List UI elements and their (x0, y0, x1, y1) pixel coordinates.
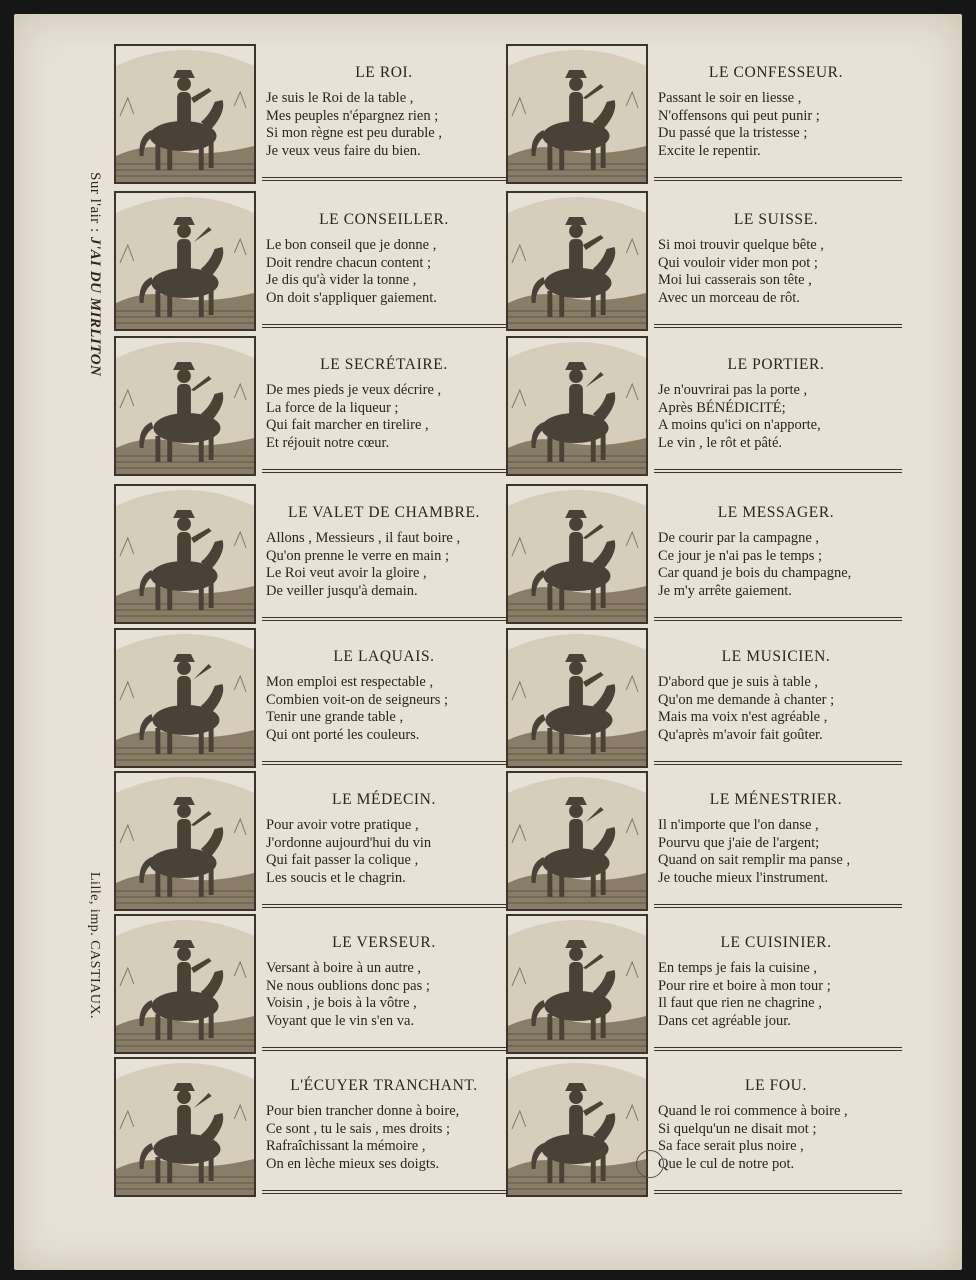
verse-title: LE CUISINIER. (720, 934, 832, 951)
woodcut-illustration (506, 628, 648, 768)
verse-line: Les soucis et le chagrin. (266, 869, 406, 886)
verse-line: Mon emploi est respectable , (266, 674, 434, 690)
verse-text (654, 332, 898, 472)
divider-rule (654, 324, 902, 328)
verse-line: Qu'on prenne le verre en main ; (266, 547, 449, 564)
verse-title: LE VERSEUR. (332, 934, 436, 951)
verse-line: Allons , Messieurs , il faut boire , (266, 530, 461, 546)
verse-line: Je m'y arrête gaiement. (658, 582, 792, 599)
verse-cell (112, 624, 504, 769)
verse-title: LE FOU. (745, 1077, 807, 1094)
verse-text (654, 187, 898, 327)
verse-line: Si mon règne est peu durable , (266, 125, 442, 141)
verse-cell (504, 624, 896, 769)
verse-cell (112, 40, 504, 185)
verse-text (654, 767, 898, 907)
woodcut-illustration (114, 191, 256, 331)
verse-title: LE PORTIER. (727, 356, 825, 373)
tune-prefix: Sur l'air : (87, 172, 103, 233)
divider-rule (262, 1047, 510, 1051)
verse-line: Et réjouit notre cœur. (266, 434, 390, 451)
verse-cell (504, 910, 896, 1055)
verse-line: N'offensons qui peut punir ; (658, 107, 820, 124)
divider-rule (262, 617, 510, 621)
verse-line: Sa face serait plus noire , (658, 1138, 804, 1154)
verse-title: LE SECRÉTAIRE. (320, 356, 448, 373)
verse-line: Qui ont porté les couleurs. (266, 726, 420, 743)
verse-title: LE MUSICIEN. (721, 648, 831, 665)
verse-cell (504, 187, 896, 332)
verse-line: De courir par la campagne , (658, 530, 820, 546)
woodcut-illustration (114, 484, 256, 624)
divider-rule (262, 1190, 510, 1194)
verse-line: J'ordonne aujourd'hui du vin (266, 834, 432, 851)
divider-rule (262, 469, 510, 473)
verse-title: LE CONSEILLER. (319, 211, 449, 228)
verse-line: Du passé que la tristesse ; (658, 125, 808, 141)
verse-line: Qu'après m'avoir fait goûter. (658, 726, 823, 743)
verse-line: Ce jour je n'ai pas le temps ; (658, 547, 823, 564)
verse-line: Ne nous oublions donc pas ; (266, 977, 430, 994)
verse-line: Je touche mieux l'instrument. (658, 869, 829, 886)
woodcut-illustration (114, 336, 256, 476)
verse-line: On en lèche mieux ses doigts. (266, 1155, 440, 1172)
verse-line: Qui vouloir vider mon pot ; (658, 254, 818, 271)
divider-rule (654, 177, 902, 181)
verse-line: Voisin , je bois à la vôtre , (266, 995, 417, 1011)
verse-line: Je n'ouvrirai pas la porte , (658, 382, 808, 398)
verse-title: LE CONFESSEUR. (708, 64, 844, 81)
verse-line: Je veux veus faire du bien. (266, 142, 421, 159)
verse-cell (112, 767, 504, 912)
verse-cell (112, 187, 504, 332)
divider-rule (654, 904, 902, 908)
verse-line: La force de la liqueur ; (266, 399, 399, 416)
verse-line: Doit rendre chacun content ; (266, 254, 432, 271)
verse-line: Je dis qu'à vider la tonne , (266, 272, 417, 288)
verse-cell (504, 480, 896, 625)
verse-line: Dans cet agréable jour. (658, 1012, 791, 1029)
verse-line: Qu'on me demande à chanter ; (658, 691, 835, 708)
verse-line: Excite le repentir. (658, 142, 761, 159)
woodcut-illustration (506, 1057, 648, 1197)
divider-rule (654, 761, 902, 765)
verse-line: Pour avoir votre pratique , (266, 817, 419, 833)
verse-line: Qui fait passer la colique , (266, 852, 419, 868)
verse-text (654, 480, 898, 620)
woodcut-illustration (506, 191, 648, 331)
tune-name: J'AI DU MIRLITON (87, 236, 103, 377)
verse-line: A moins qu'ici on n'apporte, (658, 417, 821, 433)
verse-line: Quand le roi commence à boire , (658, 1103, 848, 1119)
tune-caption (86, 172, 103, 376)
verse-title: LE SUISSE. (733, 211, 819, 228)
verse-line: Que le cul de notre pot. (658, 1155, 795, 1172)
woodcut-illustration (114, 44, 256, 184)
woodcut-illustration (506, 484, 648, 624)
verse-line: Le bon conseil que je donne , (266, 237, 437, 253)
verse-line: Pour bien trancher donne à boire, (266, 1103, 460, 1119)
divider-rule (262, 177, 510, 181)
verse-text (262, 480, 506, 620)
woodcut-illustration (114, 771, 256, 911)
verse-title: LE MÉNESTRIER. (709, 791, 843, 808)
verse-text (654, 1053, 898, 1193)
verse-line: Moi lui casserais son tête , (658, 272, 812, 288)
verse-line: On doit s'appliquer gaiement. (266, 289, 437, 306)
verse-line: Rafraîchissant la mémoire , (266, 1138, 426, 1154)
verse-text (262, 910, 506, 1050)
verse-text (262, 767, 506, 907)
divider-rule (262, 904, 510, 908)
verse-line: Si moi trouvir quelque bête , (658, 237, 824, 253)
woodcut-illustration (114, 628, 256, 768)
woodcut-illustration (506, 336, 648, 476)
verse-line: En temps je fais la cuisine , (658, 960, 818, 976)
verse-cell (112, 332, 504, 477)
verse-line: Car quand je bois du champagne, (658, 565, 852, 581)
verse-line: Mais ma voix n'est agréable , (658, 709, 828, 725)
verse-line: Le Roi veut avoir la gloire , (266, 565, 427, 581)
verse-cell (112, 1053, 504, 1198)
verse-cell (504, 40, 896, 185)
verse-line: Combien voit-on de seigneurs ; (266, 691, 449, 708)
divider-rule (262, 324, 510, 328)
verse-title: L'ÉCUYER TRANCHANT. (290, 1077, 478, 1094)
verse-text (262, 40, 506, 180)
verse-line: Pour rire et boire à mon tour ; (658, 977, 831, 994)
verse-line: De mes pieds je veux décrire , (266, 382, 442, 398)
verse-cell (112, 910, 504, 1055)
verse-line: Tenir une grande table , (266, 709, 404, 725)
divider-rule (654, 469, 902, 473)
verse-title: LE MESSAGER. (717, 504, 835, 521)
verse-line: Versant à boire à un autre , (266, 960, 422, 976)
verse-cell (504, 767, 896, 912)
verse-line: Le vin , le rôt et pâté. (658, 434, 783, 451)
verse-text (262, 1053, 506, 1193)
verse-line: Il n'importe que l'on danse , (658, 817, 819, 833)
verse-line: Mes peuples n'épargnez rien ; (266, 107, 439, 124)
divider-rule (654, 1047, 902, 1051)
divider-rule (654, 1190, 902, 1194)
woodcut-illustration (506, 771, 648, 911)
verse-line: Il faut que rien ne chagrine , (658, 995, 822, 1011)
divider-rule (262, 761, 510, 765)
verse-line: Si quelqu'un ne disait mot ; (658, 1120, 817, 1137)
verse-text (654, 910, 898, 1050)
verse-line: Voyant que le vin s'en va. (266, 1012, 415, 1029)
verse-line: De veiller jusqu'à demain. (266, 582, 418, 599)
verse-line: Je suis le Roi de la table , (266, 90, 414, 106)
verse-title: LE VALET DE CHAMBRE. (288, 504, 480, 521)
verse-line: Avec un morceau de rôt. (658, 289, 800, 306)
verse-text (262, 187, 506, 327)
verse-line: D'abord que je suis à table , (658, 674, 819, 690)
verse-title: LE ROI. (355, 64, 413, 81)
library-stamp (636, 1150, 664, 1178)
printer-imprint: Lille, imp. CASTIAUX. (87, 872, 102, 1019)
verse-cell (504, 1053, 896, 1198)
verse-text (262, 332, 506, 472)
woodcut-illustration (506, 44, 648, 184)
verse-cell (112, 480, 504, 625)
verse-line: Pourvu que j'aie de l'argent; (658, 834, 820, 851)
verse-line: Qui fait marcher en tirelire , (266, 417, 429, 433)
verse-text (654, 40, 898, 180)
verse-cell (504, 332, 896, 477)
woodcut-illustration (114, 914, 256, 1054)
verse-line: Ce sont , tu le sais , mes droits ; (266, 1120, 451, 1137)
verse-line: Après BÉNÉDICITÉ; (658, 399, 786, 416)
verse-line: Passant le soir en liesse , (658, 90, 802, 106)
verse-text (654, 624, 898, 764)
verse-line: Quand on sait remplir ma panse , (658, 852, 851, 868)
divider-rule (654, 617, 902, 621)
woodcut-illustration (114, 1057, 256, 1197)
woodcut-illustration (506, 914, 648, 1054)
verse-title: LE MÉDECIN. (332, 791, 436, 808)
verse-title: LE LAQUAIS. (333, 648, 435, 665)
verse-text (262, 624, 506, 764)
